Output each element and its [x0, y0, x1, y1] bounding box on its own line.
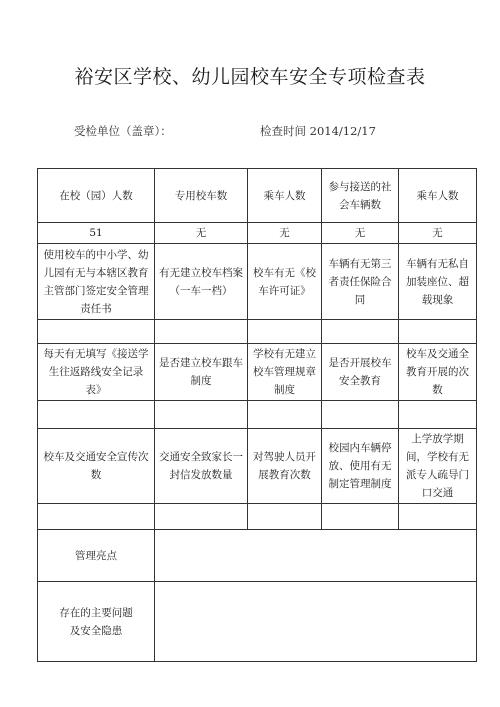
table-row	[38, 582, 477, 662]
question-cell: 校园内车辆停放、使用有无制定管理制度	[322, 429, 399, 504]
table-row	[38, 223, 477, 244]
question-cell: 校车及交通全教育开展的次数	[399, 344, 477, 401]
question-cell: 使用校车的中小学、幼儿园有无与本辖区教育主管部门签定安全管理责任书	[38, 244, 155, 320]
answer-cell	[399, 504, 477, 530]
highlights-label: 管理亮点	[38, 530, 155, 582]
question-cell: 车辆有无私自加装座位、超载现象	[399, 244, 477, 320]
inspection-time-label: 检查时间 2014/12/17	[260, 124, 376, 138]
answer-cell	[399, 320, 477, 344]
answer-cell	[155, 504, 248, 530]
answer-cell	[322, 401, 399, 429]
table-row	[38, 244, 477, 320]
header-cell: 在校（园）人数	[38, 169, 155, 223]
problems-field	[155, 582, 477, 662]
answer-cell	[38, 320, 155, 344]
table-row	[38, 401, 477, 429]
question-cell: 对驾驶人员开展教育次数	[248, 429, 322, 504]
answer-cell	[248, 401, 322, 429]
count-cell: 无	[155, 223, 248, 244]
answer-cell	[322, 320, 399, 344]
header-cell: 专用校车数	[155, 169, 248, 223]
problems-label: 存在的主要问题及安全隐患	[38, 582, 155, 662]
question-cell: 交通安全致家长一封信发放数量	[155, 429, 248, 504]
answer-cell	[248, 320, 322, 344]
header-cell: 参与接送的社会车辆数	[322, 169, 399, 223]
table-row	[38, 169, 477, 223]
question-cell: 是否开展校车安全教育	[322, 344, 399, 401]
header-cell: 乘车人数	[248, 169, 322, 223]
inspected-unit-label: 受检单位（盖章）：	[74, 124, 172, 138]
count-cell: 无	[322, 223, 399, 244]
table-row	[38, 504, 477, 530]
table-row	[38, 320, 477, 344]
question-cell: 车辆有无第三者责任保险合同	[322, 244, 399, 320]
answer-cell	[38, 401, 155, 429]
question-cell: 是否建立校车跟车制度	[155, 344, 248, 401]
count-cell: 无	[248, 223, 322, 244]
table-row	[38, 530, 477, 582]
page-title: 裕安区学校、幼儿园校车安全专项检查表	[74, 66, 426, 88]
table-row	[38, 344, 477, 401]
question-cell: 每天有无填写《接送学生往返路线安全记录表》	[38, 344, 155, 401]
highlights-field	[155, 530, 477, 582]
count-cell: 51	[38, 223, 155, 244]
answer-cell	[248, 504, 322, 530]
inspection-table	[37, 168, 477, 662]
question-cell: 校车及交通安全宣传次数	[38, 429, 155, 504]
answer-cell	[399, 401, 477, 429]
question-cell: 学校有无建立校车管理规章制度	[248, 344, 322, 401]
header-cell: 乘车人数	[399, 169, 477, 223]
answer-cell	[38, 504, 155, 530]
answer-cell	[155, 401, 248, 429]
answer-cell	[322, 504, 399, 530]
question-cell: 上学放学期间，学校有无派专人疏导门口交通	[399, 429, 477, 504]
table-row	[38, 429, 477, 504]
count-cell: 无	[399, 223, 477, 244]
answer-cell	[155, 320, 248, 344]
question-cell: 有无建立校车档案（一车一档）	[155, 244, 248, 320]
question-cell: 校车有无《校车许可证》	[248, 244, 322, 320]
